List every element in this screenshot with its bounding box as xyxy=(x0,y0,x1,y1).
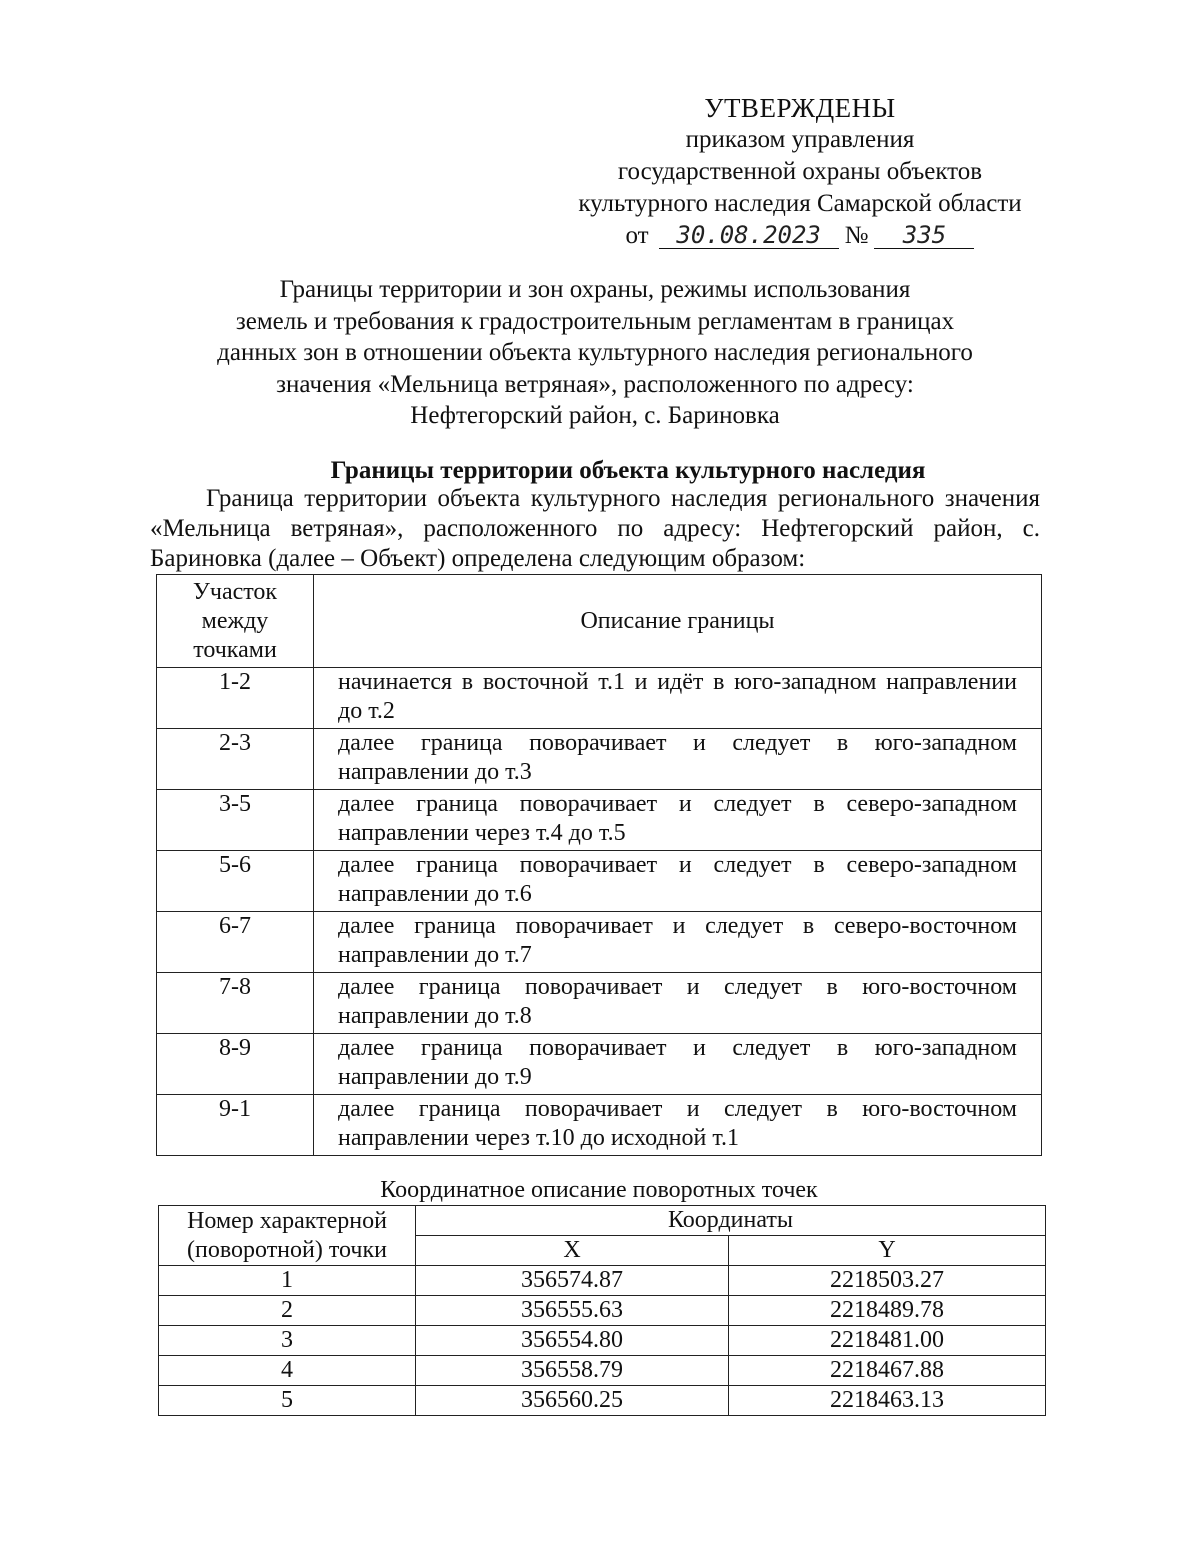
segment-cell: 6-7 xyxy=(157,912,314,973)
handwritten-date: 30.08.2023 xyxy=(659,222,839,249)
table-row xyxy=(157,912,1042,973)
table-row xyxy=(157,668,1042,729)
description-cell: далее граница поворачивает и следует в юго-восточном направлении через т.10 до исходной т.1 xyxy=(314,1095,1042,1156)
description-cell: далее граница поворачивает и следует в северо-западном направлении до т.6 xyxy=(314,851,1042,912)
table-row xyxy=(157,729,1042,790)
x-cell: 356558.79 xyxy=(416,1356,729,1386)
description-cell: начинается в восточной т.1 и идёт в юго-западном направлении до т.2 xyxy=(314,668,1042,729)
segment-cell: 5-6 xyxy=(157,851,314,912)
y-cell: 2218481.00 xyxy=(729,1326,1046,1356)
x-cell: 356560.25 xyxy=(416,1386,729,1416)
table-row xyxy=(159,1296,1046,1326)
header-point-line: (поворотной) точки xyxy=(187,1236,387,1263)
y-cell: 2218463.13 xyxy=(729,1386,1046,1416)
table-row xyxy=(159,1326,1046,1356)
table-row xyxy=(159,1356,1046,1386)
title-line: данных зон в отношении объекта культурного наследия регионального xyxy=(217,339,973,366)
segment-cell: 8-9 xyxy=(157,1034,314,1095)
segment-cell: 9-1 xyxy=(157,1095,314,1156)
coordinates-header-row xyxy=(159,1206,1046,1236)
table-row xyxy=(157,1034,1042,1095)
table-row xyxy=(157,851,1042,912)
header-segment-line: Участок xyxy=(192,578,278,605)
title-line: земель и требования к градостроительным регламентам в границах xyxy=(235,307,955,335)
y-cell: 2218503.27 xyxy=(729,1266,1046,1296)
coordinates-table xyxy=(158,1205,1046,1416)
segment-cell: 3-5 xyxy=(157,790,314,851)
table-row xyxy=(159,1386,1046,1416)
approval-title: УТВЕРЖДЕНЫ xyxy=(704,93,896,123)
header-y: Y xyxy=(729,1236,1046,1266)
x-cell: 356574.87 xyxy=(416,1266,729,1296)
description-cell: далее граница поворачивает и следует в юго-восточном направлении до т.8 xyxy=(314,973,1042,1034)
point-cell: 3 xyxy=(159,1326,416,1356)
boundary-table xyxy=(156,574,1042,1156)
description-cell: далее граница поворачивает и следует в юго-западном направлении до т.3 xyxy=(314,729,1042,790)
y-cell: 2218467.88 xyxy=(729,1356,1046,1386)
header-segment-line: между xyxy=(201,607,269,634)
point-cell: 1 xyxy=(159,1266,416,1296)
point-cell: 2 xyxy=(159,1296,416,1326)
header-description: Описание границы xyxy=(314,575,1042,668)
description-cell: далее граница поворачивает и следует в юго-западном направлении до т.9 xyxy=(314,1034,1042,1095)
title-line: значения «Мельница ветряная», расположенного по адресу: xyxy=(276,370,914,398)
x-cell: 356555.63 xyxy=(416,1296,729,1326)
y-cell: 2218489.78 xyxy=(729,1296,1046,1326)
segment-cell: 7-8 xyxy=(157,973,314,1034)
table-row xyxy=(157,790,1042,851)
header-point-line: Номер характерной xyxy=(187,1207,387,1234)
description-cell: далее граница поворачивает и следует в северо-западном направлении через т.4 до т.5 xyxy=(314,790,1042,851)
intro-paragraph: Граница территории объекта культурного наследия регионального значения «Мельница ветряная», расположенного по адресу: Нефтегорский район, с. Бариновка (далее – Объект) определена следующим образом: xyxy=(150,485,1040,572)
header-segment xyxy=(157,575,314,668)
approval-block xyxy=(520,92,1080,252)
approval-line: приказом управления xyxy=(685,126,915,153)
table-row xyxy=(157,1095,1042,1156)
table-row xyxy=(159,1266,1046,1296)
handwritten-number: 335 xyxy=(874,222,974,249)
number-label: № xyxy=(844,222,869,249)
title-line: Нефтегорский район, с. Бариновка xyxy=(410,402,780,429)
from-label: от xyxy=(625,222,649,249)
section-heading: Границы территории объекта культурного наследия xyxy=(330,457,926,484)
header-point-number xyxy=(159,1206,416,1266)
point-cell: 4 xyxy=(159,1356,416,1386)
approval-line: культурного наследия Самарской области xyxy=(578,190,1022,217)
table-row xyxy=(157,973,1042,1034)
header-x: X xyxy=(416,1236,729,1266)
segment-cell: 1-2 xyxy=(157,668,314,729)
description-cell: далее граница поворачивает и следует в северо-восточном направлении до т.7 xyxy=(314,912,1042,973)
header-segment-line: точками xyxy=(193,636,277,663)
header-coordinates: Координаты xyxy=(416,1206,1046,1236)
coordinates-caption: Координатное описание поворотных точек xyxy=(380,1177,818,1203)
approval-line: государственной охраны объектов xyxy=(617,158,983,185)
boundary-table-header xyxy=(157,575,1042,668)
order-date-number xyxy=(520,220,1080,252)
document-title xyxy=(150,274,1040,432)
segment-cell: 2-3 xyxy=(157,729,314,790)
title-line: Границы территории и зон охраны, режимы использования xyxy=(279,276,911,303)
x-cell: 356554.80 xyxy=(416,1326,729,1356)
point-cell: 5 xyxy=(159,1386,416,1416)
